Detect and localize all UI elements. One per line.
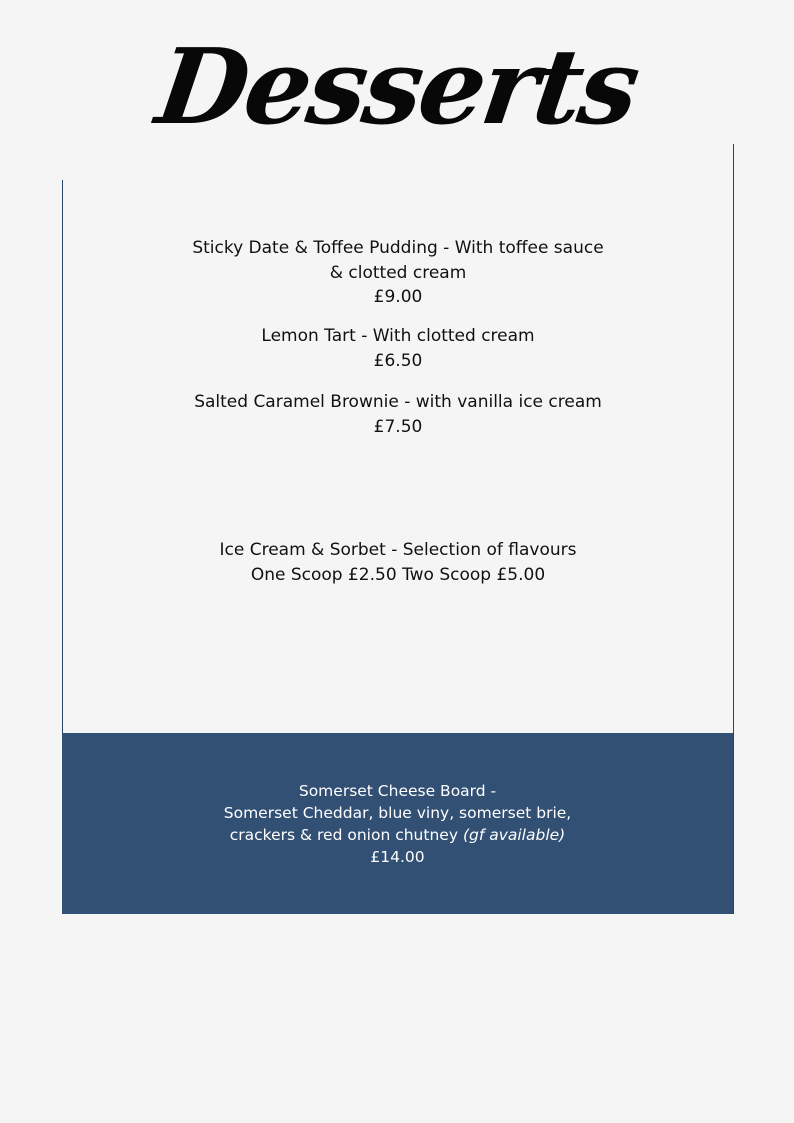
cheese-board-item — [62, 780, 733, 868]
menu-item-lemon-tart — [63, 324, 733, 373]
item-description: Ice Cream & Sorbet - Selection of flavours — [219, 540, 577, 560]
cheese-board-title: Somerset Cheese Board - — [298, 782, 497, 800]
item-description: Lemon Tart - With clotted cream — [261, 326, 535, 346]
cheese-board-price: £14.00 — [370, 848, 425, 866]
item-price: £6.50 — [373, 350, 423, 371]
item-price: £9.00 — [373, 287, 423, 307]
menu-item-salted-caramel-brownie — [63, 390, 733, 439]
item-price: One Scoop £2.50 Two Scoop £5.00 — [250, 564, 546, 585]
item-description: Salted Caramel Brownie - with vanilla ice cream — [194, 392, 602, 412]
cheese-board-description: Somerset Cheddar, blue viny, somerset brie, — [223, 804, 572, 822]
menu-title: Desserts — [149, 25, 645, 148]
menu-item-sticky-date-pudding — [63, 236, 733, 310]
cheese-board-description-cont — [62, 824, 733, 846]
item-description-cont: & clotted cream — [329, 262, 467, 283]
cheese-board-panel — [62, 733, 733, 914]
cheese-board-accompaniments: crackers & red onion chutney — [229, 826, 458, 844]
right-border-line — [733, 144, 734, 914]
item-description: Sticky Date & Toffee Pudding - With toffee sauce — [192, 238, 604, 258]
item-price: £7.50 — [373, 416, 423, 437]
gluten-free-note: (gf available) — [462, 826, 566, 844]
menu-item-ice-cream-sorbet — [63, 538, 733, 587]
